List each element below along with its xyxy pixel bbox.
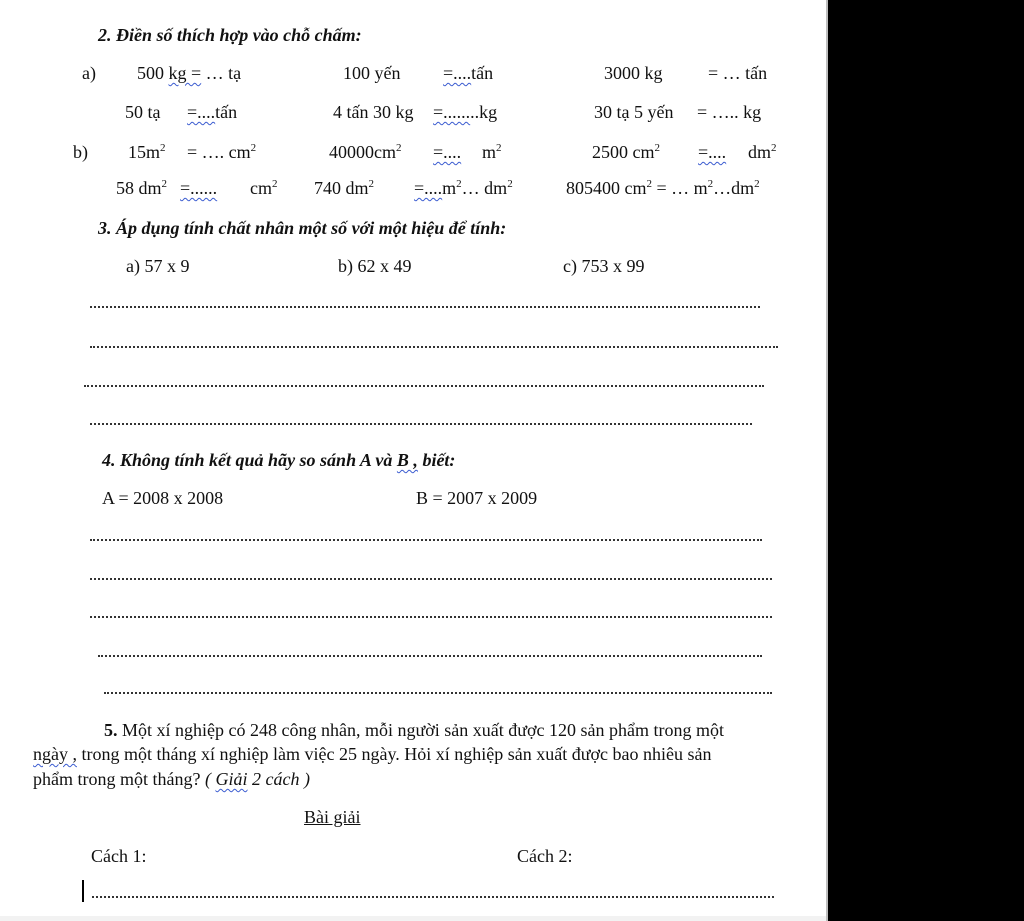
q3-title: 3. Áp dụng tính chất nhân một số với một hiệu để tính: xyxy=(98,218,507,238)
q2-b1-item1-left: $15m^2$ xyxy=(128,142,166,162)
answer-line[interactable] xyxy=(90,539,762,541)
answer-line[interactable] xyxy=(90,423,752,425)
q2-b2-item2-left: 740 $dm^2$ xyxy=(314,178,375,198)
q5-line-2: ngày , trong một tháng xí nghiệp làm việc 25 ngày. Hỏi xí nghiệp sản xuất được bao nhiêu sản xyxy=(33,744,712,764)
answer-line[interactable] xyxy=(92,896,774,898)
q2-b2-item1-eq: =...... xyxy=(180,178,218,198)
q2-a2-item2-right: =........kg xyxy=(433,102,498,122)
answer-line[interactable] xyxy=(90,346,778,348)
q3-item-c: c) 753 x 99 xyxy=(563,256,645,276)
answer-line[interactable] xyxy=(90,306,760,308)
q2-b1-item3-left: 2500 $cm^2$ xyxy=(592,142,660,162)
q2-a2-item1-right: =....tấn xyxy=(187,102,238,122)
q2-a1-item2-left: 100 yến xyxy=(343,63,401,83)
q5-line-3: phẩm trong một tháng? ( Giải 2 cách ) xyxy=(33,769,310,789)
q2-title: 2. Điền số thích hợp vào chỗ chấm: xyxy=(98,25,362,45)
q2-b1-item3-right: $dm^2$ xyxy=(748,142,777,162)
q4-expression-a: A = 2008 x 2008 xyxy=(102,488,224,508)
q2-a1-item1: 500 kg = … tạ xyxy=(137,63,242,83)
q2-b1-item3-eq: =.... xyxy=(698,142,727,162)
q2-a1-item3-right: = … tấn xyxy=(708,63,768,83)
answer-line[interactable] xyxy=(84,385,764,387)
q2-b1-item2-left: $40000cm^2$ xyxy=(329,142,402,162)
q4-title: 4. Không tính kết quả hãy so sánh A và B , biết: xyxy=(102,450,456,470)
q2-part-a-label: a) xyxy=(82,63,96,83)
way-2-label: Cách 2: xyxy=(517,846,573,866)
q3-item-a: a) 57 x 9 xyxy=(126,256,190,276)
q2-a2-item3-left: 30 tạ 5 yến xyxy=(594,102,674,122)
dark-side-area xyxy=(828,0,1024,921)
q2-b1-item1-right: = …. $cm^2$ xyxy=(187,142,257,162)
solution-title: Bài giải xyxy=(304,807,361,827)
answer-line[interactable] xyxy=(90,616,772,618)
q2-b2-item3: 805400 $cm^2$ = … $m^2\dots dm^2$ xyxy=(566,178,760,198)
q2-b2-item1-left: 58 $dm^2$ xyxy=(116,178,168,198)
q2-a2-item3-right: = ….. kg xyxy=(697,102,762,122)
answer-line[interactable] xyxy=(90,578,772,580)
q3-item-b: b) 62 x 49 xyxy=(338,256,412,276)
q2-b2-item2-right: $=....m^2\dots$ $dm^2$ xyxy=(414,178,513,198)
answer-line[interactable] xyxy=(104,692,772,694)
page-bottom-edge xyxy=(0,916,828,921)
text-cursor xyxy=(82,880,84,902)
q2-a2-item1-left: 50 tạ xyxy=(125,102,161,122)
q2-b1-item2-eq: =.... xyxy=(433,142,462,162)
answer-line[interactable] xyxy=(98,655,762,657)
q5-line-1: 5. Một xí nghiệp có 248 công nhân, mỗi người sản xuất được 120 sản phẩm trong một xyxy=(104,720,724,740)
q2-b2-item1-right: $cm^2$ xyxy=(250,178,278,198)
q4-expression-b: B = 2007 x 2009 xyxy=(416,488,538,508)
q2-a1-item2-right: =....tấn xyxy=(443,63,494,83)
q2-a1-item3-left: 3000 kg xyxy=(604,63,663,83)
q2-a2-item2-left: 4 tấn 30 kg xyxy=(333,102,414,122)
way-1-label: Cách 1: xyxy=(91,846,147,866)
q2-b1-item2-right: $m^2$ xyxy=(482,142,502,162)
q2-part-b-label: b) xyxy=(73,142,88,162)
